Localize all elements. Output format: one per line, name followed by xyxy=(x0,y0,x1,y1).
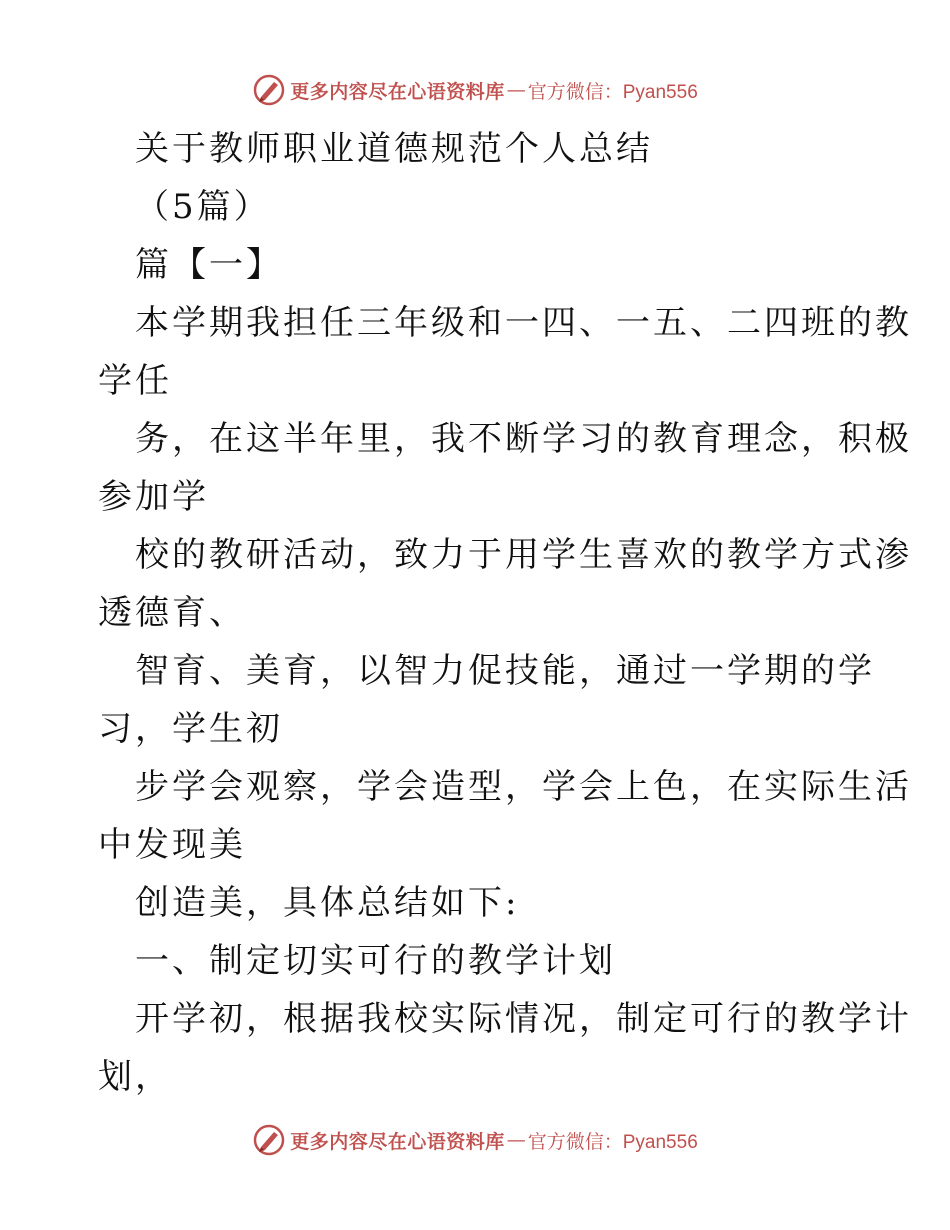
paragraph-line: 习，学生初 xyxy=(98,709,283,749)
watermark-contact: 官方微信：Pyan556 xyxy=(527,1131,698,1153)
pen-logo-icon xyxy=(252,73,286,107)
paragraph-line: 开学初，根据我校实际情况，制定可行的教学计 xyxy=(135,999,912,1039)
watermark-dash: — xyxy=(506,1129,526,1151)
paragraph-line: 学任 xyxy=(98,361,172,401)
paragraph-line: 中发现美 xyxy=(98,825,246,865)
footer-watermark xyxy=(0,1120,950,1160)
paragraph-line: 透德育、 xyxy=(98,593,246,633)
paragraph-line: 创造美，具体总结如下: xyxy=(135,883,520,923)
paragraph-line: 务，在这半年里，我不断学习的教育理念，积极 xyxy=(135,419,912,459)
paragraph-line: 参加学 xyxy=(98,477,209,517)
paragraph-line: 校的教研活动，致力于用学生喜欢的教学方式渗 xyxy=(135,535,912,575)
document-title: 关于教师职业道德规范个人总结 xyxy=(135,129,653,169)
paragraph-line: 本学期我担任三年级和一四、一五、二四班的教 xyxy=(135,303,912,343)
paragraph-line: 划， xyxy=(98,1057,172,1097)
pen-logo-icon xyxy=(252,1123,286,1157)
watermark-dash: — xyxy=(506,79,526,101)
document-subtitle: （5篇） xyxy=(135,187,271,227)
watermark-contact: 官方微信：Pyan556 xyxy=(527,81,698,103)
document-body xyxy=(98,120,912,1106)
header-watermark xyxy=(0,70,950,110)
watermark-text: 更多内容尽在心语资料库 xyxy=(290,1130,505,1153)
paragraph-line: 步学会观察，学会造型，学会上色，在实际生活 xyxy=(135,767,912,807)
watermark-text: 更多内容尽在心语资料库 xyxy=(290,80,505,103)
section-heading: 篇【一】 xyxy=(135,245,283,285)
paragraph-line: 智育、美育，以智力促技能，通过一学期的学 xyxy=(135,651,875,691)
subsection-heading: 一、制定切实可行的教学计划 xyxy=(135,941,616,981)
